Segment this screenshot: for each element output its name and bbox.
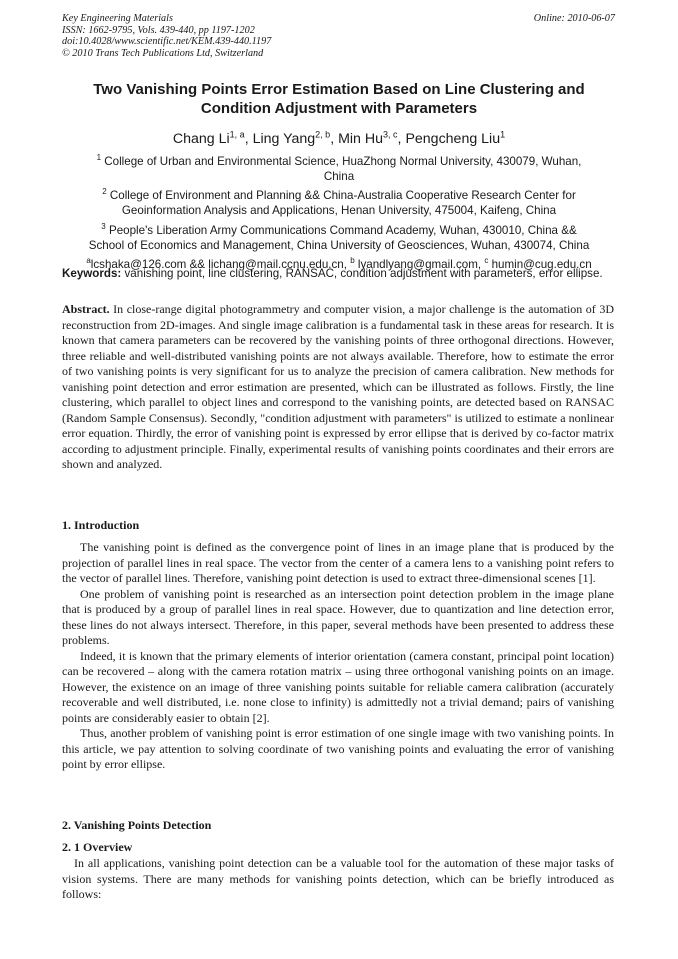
author-2: Ling Yang$^{2, b}$, (252, 129, 339, 147)
author-list (40, 125, 638, 148)
affiliation-2-cont: Geoinformation Analysis and Applications, Henan University, 475004, Kaifeng, China (121, 204, 557, 218)
title-line-1: Two Vanishing Points Error Estimation Based on Line Clustering and (93, 81, 585, 98)
emails: $^a$lcshaka@126.com && lichang@mail.ccnu.edu.cn, $^b$ lyandlyang@gmail.com, $^c$ humin@cug.edu.cn (86, 255, 592, 271)
author-1: Chang Li$^{1, a}$, (172, 129, 253, 147)
title-line-2: Condition Adjustment with Parameters (200, 100, 478, 117)
affiliation-2: $^2$ College of Environment and Planning && China-Australia Cooperative Research Center for (102, 187, 576, 203)
abstract-text: In close-range digital photogrammetry and computer vision, a major challenge is the automation of 3D reconstruction from 2D-images. And single image calibration is a fundamental task in these areas for research. It is known that camera parameters can be recovered by the vanishing points of three orthogonal directions. However, three reliable and well-distributed vanishing points are not always available. Therefore, how to estimate the error of two vanishing points is very significant for us to analyze the precision of camera calibration. New methods for vanishing point detection and error estimation are presented, which can be illustrated as follows. Firstly, the line clustering, which parallel to object lines and correspond to the vanishing points, are detected based on RANSAC (Random Sample Consensus). Secondly, "condition adjustment with parameters" is utilized to estimate a nonlinear error equation. Thirdly, the error of vanishing point is expressed by error ellipse that is derived by co-factor matrix according to adjustment principle. Finally, experimental results of vanishing points coordinates and their errors are shown and analyzed. (62, 302, 614, 471)
subsection-heading-overview: 2. 1 Overview (62, 840, 133, 854)
keywords-label: Keywords: (62, 267, 122, 280)
section-heading-vanishing-points-detection: 2. Vanishing Points Detection (62, 818, 212, 832)
abstract (62, 302, 614, 473)
affiliation-3-cont: School of Economics and Management, China University of Geosciences, Wuhan, 430074, China (88, 238, 590, 252)
section-heading-introduction: 1. Introduction (62, 518, 140, 532)
online-date: Online: 2010-06-07 (533, 13, 615, 24)
intro-paragraph-2: One problem of vanishing point is researched as an intersection point detection problem in the image plane that is produced by a group of parallel lines in real space. However, due to quantization and line detection error, these lines do not always intersect. Therefore, in this paper, several methods have been presented to address these problems. (62, 586, 614, 647)
affiliation-1-cont: China (323, 170, 355, 184)
affiliations (40, 150, 638, 272)
journal-name: Key Engineering Materials (62, 13, 173, 24)
abstract-label: Abstract. (62, 302, 110, 316)
introduction-body (62, 540, 614, 773)
affiliation-1: $^1$ College of Urban and Environmental Science, HuaZhong Normal University, 430079, Wuhan, (96, 153, 582, 168)
doi-line: doi:10.4028/www.scientific.net/KEM.439-440.1197 (62, 36, 272, 47)
copyright-line: © 2010 Trans Tech Publications Ltd, Switzerland (62, 47, 264, 59)
intro-paragraph-4: Thus, another problem of vanishing point is error estimation of one single image with two vanishing points. In this article, we pay attention to solving coordinate of two vanishing points and evaluating the error of vanishing point by error ellipse. (62, 726, 614, 771)
overview-paragraph: In all applications, vanishing point detection can be a valuable tool for the automation of these major tasks of vision systems. There are many methods for vanishing points detection, which can be briefly introduced as follows: (62, 856, 614, 901)
paper-title (40, 80, 638, 118)
intro-paragraph-1: The vanishing point is defined as the convergence point of lines in an image plane that is produced by the projection of parallel lines in real space. The vector from the center of a camera lens to a vanishing point refers to the vector of parallel lines. Therefore, vanishing point detection is used to extract three-dimensional scenes [1]. (62, 540, 614, 585)
intro-paragraph-3: Indeed, it is known that the primary elements of interior orientation (camera constant, principal point location) can be recovered – along with the camera rotation matrix – using three orthogonal vanishing points on an image. However, the existence on an image of three vanishing points suitable for reliable camera calibration (accurately recoverable and well distributed, i.e. none close to infinity) is admittedly not a trivial demand; pairs of vanishing points are considerably easier to obtain [2]. (62, 648, 614, 725)
author-3: Min Hu$^{3, c}$, (338, 129, 406, 147)
keywords-text: vanishing point, line clustering, RANSAC, condition adjustment with parameters, error ellipse. (121, 267, 603, 280)
journal-header (62, 13, 271, 59)
issn-line: ISSN: 1662-9795, Vols. 439-440, pp 1197-1202 (62, 24, 255, 36)
affiliation-3: $^3$ People's Liberation Army Communications Command Academy, Wuhan, 430010, China && (101, 221, 577, 237)
keywords (62, 266, 614, 281)
author-4: Pengcheng Liu$^1$ (405, 129, 506, 147)
